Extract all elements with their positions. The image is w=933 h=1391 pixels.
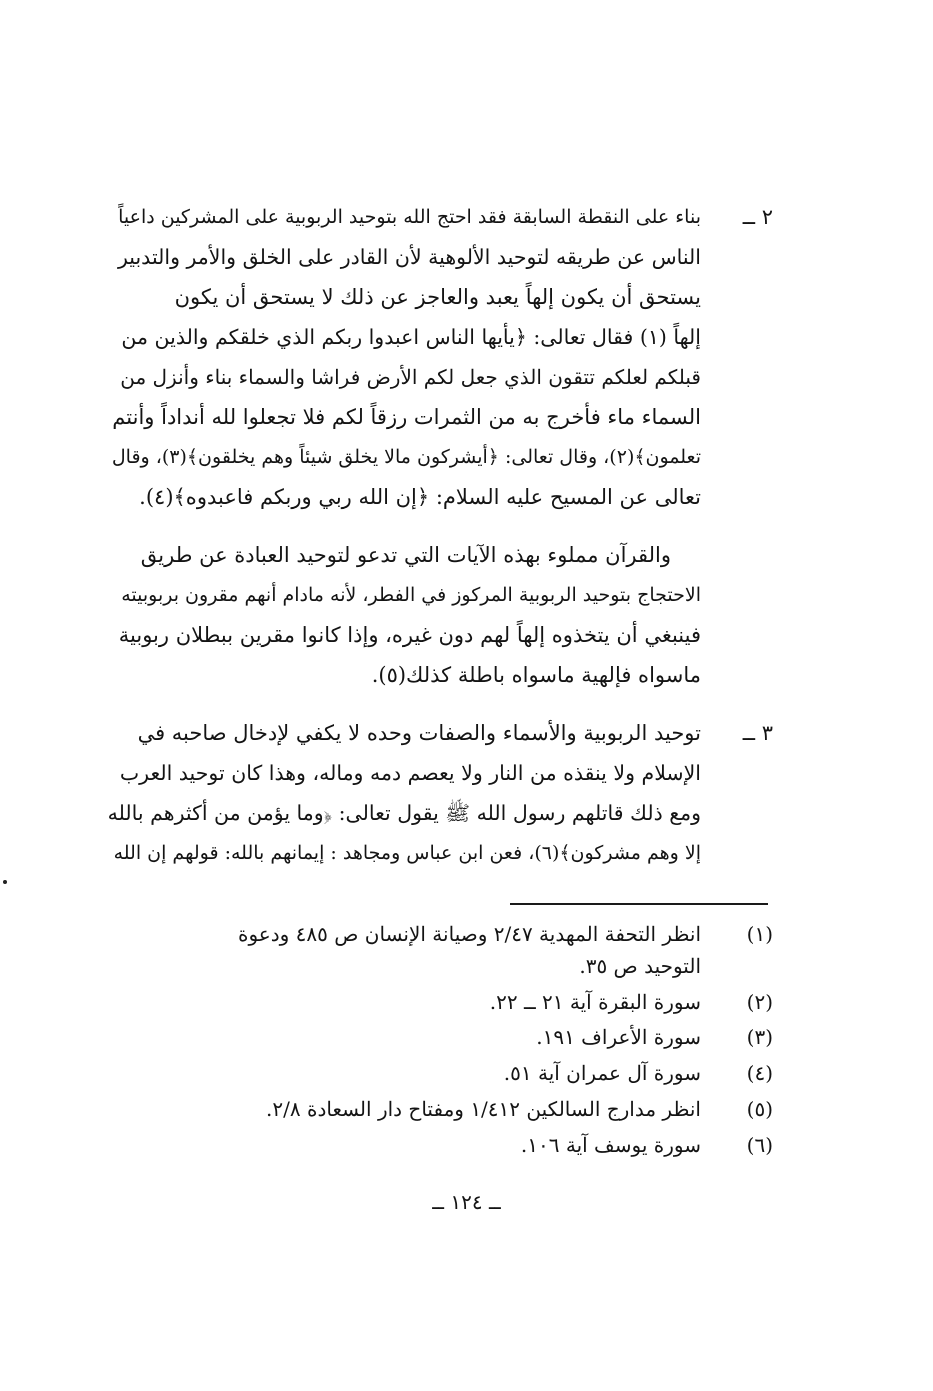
footnote-text: انظر التحفة المهدية ٢/٤٧ وصيانة الإنسان ص ٤٨٥ ودعوة	[238, 922, 701, 946]
footnote-text: سورة الأعراف ١٩١.	[536, 1025, 701, 1049]
item-number-2: ٢ ــ	[742, 205, 773, 229]
footnote-text: انظر مدارج السالكين ١/٤١٢ ومفتاح دار السعادة ٢/٨.	[266, 1097, 701, 1121]
text-line: تعلمون﴾(٢)، وقال تعالى: ﴿أيشركون مالا يخلق شيئاً وهم يخلقون﴾(٣)، وقال	[111, 446, 701, 468]
text-line: ومع ذلك قاتلهم رسول الله ﷺ يقول تعالى: ﴿وما يؤمن من أكثرهم بالله	[107, 801, 701, 825]
text-line: تعالى عن المسيح عليه السلام: ﴿إن الله ربي وربكم فاعبدوه﴾(٤).	[139, 485, 701, 509]
text-line: والقرآن مملوء بهذه الآيات التي تدعو لتوحيد العبادة عن طريق	[140, 543, 671, 567]
text-line: توحيد الربوبية والأسماء والصفات وحده لا يكفي لإدخال صاحبه في	[137, 721, 701, 745]
text-line: فينبغي أن يتخذوه إلهاً لهم دون غيره، وإذا كانوا مقرين ببطلان ربوبية	[118, 623, 701, 647]
footnote-text: سورة آل عمران آية ٥١.	[503, 1061, 701, 1085]
footnote-text: سورة البقرة آية ٢١ ــ ٢٢.	[489, 990, 701, 1014]
text-line: قبلكم لعلكم تتقون الذي جعل لكم الأرض فراشا والسماء بناء وأنزل من	[120, 365, 701, 389]
margin-mark	[3, 880, 7, 884]
item-number-3: ٣ ــ	[742, 721, 773, 745]
footnote-number: (٤)	[746, 1061, 773, 1085]
footnote-number: (٥)	[746, 1097, 773, 1121]
footnote-separator	[510, 903, 768, 905]
text-line: الناس عن طريقه لتوحيد الألوهية لأن القادر على الخلق والأمر والتدبير	[117, 245, 701, 269]
footnote-text: سورة يوسف آية ١٠٦.	[520, 1133, 701, 1157]
footnote-number: (٢)	[746, 990, 773, 1014]
text-line: ماسواه فإلهية ماسواه باطلة كذلك(٥).	[371, 663, 701, 687]
text-line: الاحتجاج بتوحيد الربوبية المركوز في الفطر، لأنه مادام أنهم مقرون بربوبيته	[121, 584, 701, 606]
footnote-text: التوحيد ص ٣٥.	[579, 954, 701, 978]
text-line: يستحق أن يكون إلهاً يعبد والعاجز عن ذلك لا يستحق أن يكون	[174, 285, 701, 309]
footnote-number: (١)	[746, 922, 773, 946]
footnote-number: (٦)	[746, 1133, 773, 1157]
text-line: الإسلام ولا ينقذه من النار ولا يعصم دمه وماله، وهذا كان توحيد العرب	[119, 761, 701, 785]
footnote-number: (٣)	[746, 1025, 773, 1049]
page-number: ــ ١٢٤ ــ	[432, 1190, 501, 1214]
text-line: بناء على النقطة السابقة فقد احتج الله بتوحيد الربوبية على المشركين داعياً	[118, 206, 701, 228]
text-line: إلا وهم مشركون﴾(٦)، فعن ابن عباس ومجاهد : إيمانهم بالله: قولهم إن الله	[113, 842, 701, 864]
text-line: السماء ماء فأخرج به من الثمرات رزقاً لكم فلا تجعلوا لله أنداداً وأنتم	[112, 405, 701, 429]
text-line: إلهاً (١) فقال تعالى: ﴿يأيها الناس اعبدوا ربكم الذي خلقكم والذين من	[121, 325, 701, 349]
